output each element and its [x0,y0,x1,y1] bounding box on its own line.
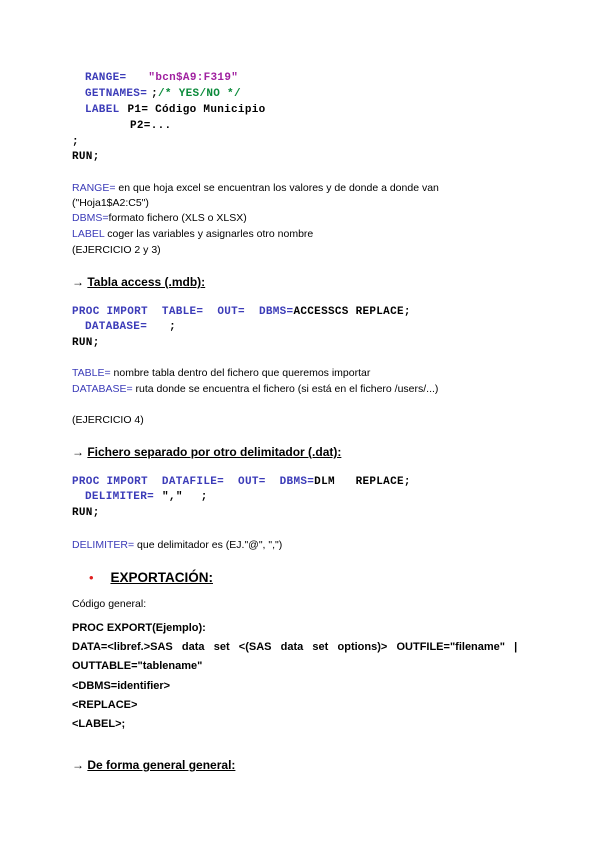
code-line-label-p2 [130,120,171,132]
note-dbms-text: formato fichero (XLS o XLSX) [108,212,247,224]
code-line-getnames [85,88,241,100]
section-general-heading [72,758,235,772]
datafile-keyword: DATAFILE= [161,476,225,488]
out-keyword: OUT= [238,476,266,488]
code-line-delimiter [85,491,208,503]
arrow-icon: → [72,445,84,459]
dbms-value: ACCESSCS REPLACE; [293,306,411,318]
note-database-text: ruta donde se encuentra el fichero (si está en el fichero /users/...) [132,383,439,395]
range-value: "bcn$A9:F319" [148,72,239,84]
note-range [72,182,439,194]
getnames-semicolon: ; [151,88,159,100]
export-heading [89,569,213,587]
code-line-range [85,72,238,84]
note-table-text: nombre tabla dentro del fichero que queremos importar [110,367,371,379]
getnames-comment: /* YES/NO */ [158,88,241,100]
bullet-icon: • [89,570,94,585]
export-title: EXPORTACIÓN: [110,570,213,585]
note-range-keyword: RANGE= [72,182,116,194]
note-range-example: ("Hoja1$A2:C5") [72,197,149,209]
delimiter-semicolon: ; [200,491,208,503]
note-exercise-2-3: (EJERCICIO 2 y 3) [72,244,161,256]
section-access-heading [72,275,205,289]
code-line-run-1: RUN; [72,151,100,163]
note-range-text: en que hoja excel se encuentran los valores y de donde a donde van [115,182,439,194]
section-dat-heading [72,445,341,459]
label-p2: P2=... [130,120,172,132]
export-line-6: <LABEL>; [72,718,126,730]
out-keyword: OUT= [217,306,245,318]
general-code-label: Código general: [72,598,147,610]
getnames-keyword: GETNAMES= [85,88,148,100]
note-delimiter-keyword: DELIMITER= [72,539,135,551]
note-table [72,367,370,379]
code-line-database [85,321,176,333]
dbms-value: DLM REPLACE; [314,476,411,488]
export-line-1: PROC EXPORT(Ejemplo): [72,622,206,634]
range-keyword: RANGE= [85,72,127,84]
note-table-keyword: TABLE= [72,367,111,379]
code-line-proc-import-dat [72,476,411,488]
note-database-keyword: DATABASE= [72,383,133,395]
note-label-text: coger las variables y asignarles otro nombre [104,228,314,240]
note-exercise-4: (EJERCICIO 4) [72,414,144,426]
arrow-icon: → [72,275,84,289]
table-keyword: TABLE= [161,306,204,318]
section-general-title: De forma general general: [87,758,236,772]
proc-import-keyword: PROC IMPORT [72,476,148,488]
delimiter-keyword: DELIMITER= [85,491,155,503]
note-dbms [72,212,247,224]
section-access-title: Tabla access (.mdb): [87,275,206,289]
code-line-run-3: RUN; [72,507,100,519]
database-semicolon: ; [169,321,177,333]
note-label-keyword: LABEL [72,228,105,240]
note-delimiter-text: que delimitador es (EJ."@", ",") [134,539,283,551]
code-line-label [85,104,266,116]
note-database [72,383,438,395]
code-line-proc-import-access [72,306,411,318]
export-line-4: <DBMS=identifier> [72,680,171,692]
label-keyword: LABEL [85,104,120,116]
export-line-2: DATA=<libref.>SAS data set <(SAS data set options)> OUTFILE="filename" | [72,641,518,653]
database-keyword: DATABASE= [85,321,148,333]
proc-import-keyword: PROC IMPORT [72,306,148,318]
label-p1: P1= Código Municipio [127,104,266,116]
arrow-icon: → [72,758,84,772]
code-line-semicolon: ; [72,136,79,148]
dbms-keyword: DBMS= [279,476,315,488]
section-dat-title: Fichero separado por otro delimitador (.dat): [87,445,342,459]
note-label [72,228,313,240]
note-dbms-keyword: DBMS= [72,212,109,224]
export-line-3: OUTTABLE="tablename" [72,660,203,672]
delimiter-value: "," [162,491,183,503]
note-delimiter [72,539,282,551]
code-line-run-2: RUN; [72,337,100,349]
dbms-keyword: DBMS= [258,306,294,318]
export-line-5: <REPLACE> [72,699,138,711]
